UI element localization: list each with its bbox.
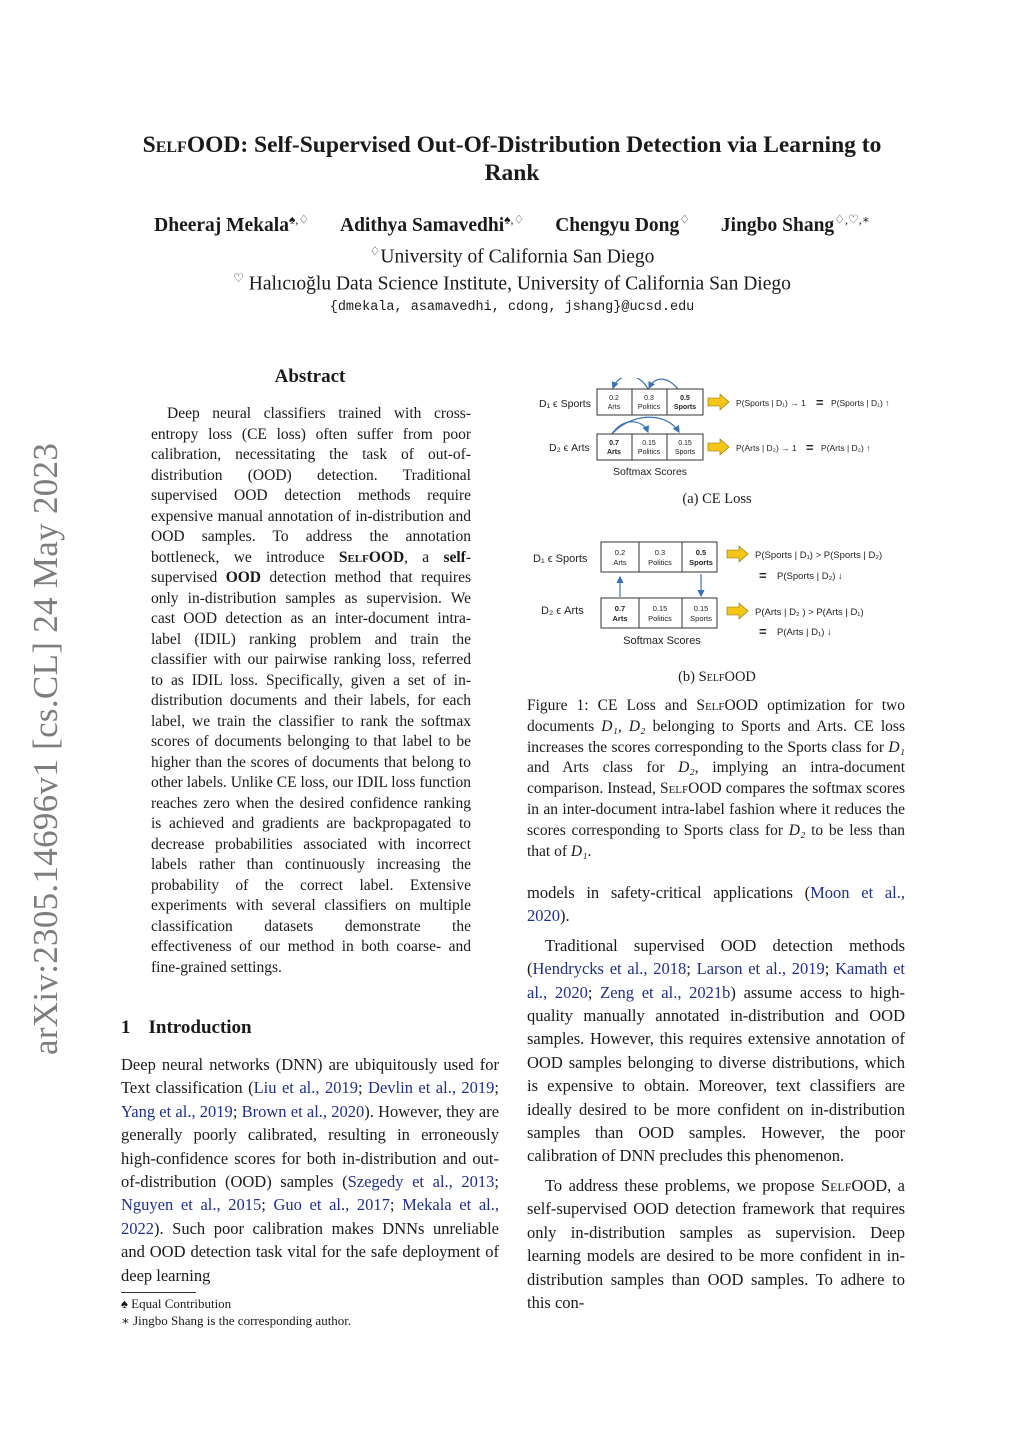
panel-b-row2-label: D₂ ϵ Arts xyxy=(541,605,584,617)
figure-1 xyxy=(527,378,907,698)
panel-b-row1-cell1-value: 0.2 xyxy=(614,548,626,557)
panel-a-row2-cell2-value: 0.15 xyxy=(642,440,656,447)
panel-a-softmax-label: Softmax Scores xyxy=(612,466,688,478)
panel-b-arrow-yellow-2 xyxy=(727,603,748,619)
citation-kamath-2020[interactable]: Kamath et al., 2020 xyxy=(527,959,906,1002)
panel-a-row1-cell2-label: Politics xyxy=(637,404,661,411)
panel-b-row2-cell3-label: Sports xyxy=(690,614,712,623)
title-line1: OOD: Self-Supervised Out-Of-Distribution Detection via Learning to xyxy=(186,132,882,158)
affiliation-hdsi: ♡ Halıcıoğlu Data Science Institute, University of California San Diego xyxy=(233,271,791,295)
citation-devlin-2019[interactable]: Devlin et al., 2019 xyxy=(368,1078,495,1098)
panel-a-row1-cell2-value: 0.3 xyxy=(644,395,654,402)
panel-a-eq1-right: P(Sports | D₁) ↑ xyxy=(831,398,890,408)
panel-b-eq1-bottom: P(Sports | D₂) ↓ xyxy=(777,571,843,582)
panel-b-row2-box xyxy=(601,598,717,628)
panel-a-eq2-equals: = xyxy=(806,440,814,455)
citation-zeng-2021b[interactable]: Zeng et al., 2021b xyxy=(600,982,731,1002)
panel-b-row1-cell3-label: Sports xyxy=(689,558,713,567)
footnote-equal-contribution: ♠ Equal Contribution xyxy=(121,1296,232,1311)
paragraph-continuation: models in safety-critical applications (Moon et al., 2020). xyxy=(527,883,905,926)
panel-a-arrow-row2-b xyxy=(612,417,679,434)
author-samavedhi: Adithya Samavedhi♠,♢ xyxy=(340,212,525,236)
panel-a-row1-cell3-value: 0.5 xyxy=(680,395,690,402)
figure-1-caption: Figure 1: CE Loss and SelfOOD optimization for two documents D₁, D₂ belonging to Sports and Arts. CE loss increases the scores corresponding to the Sports class for D₁ and Arts class for D₂, implying an intra-document comparison. Instead, SelfOOD compares the softmax scores in an inter-document intra-label fashion where it reduces the scores corresponding to Sports class for D₂ to be less than that of D₁. xyxy=(527,697,906,860)
section-heading-introduction: 1 Introduction xyxy=(121,1017,252,1038)
panel-b-arrow-yellow-1 xyxy=(727,546,748,562)
panel-b-eq2-bottom: P(Arts | D₁) ↓ xyxy=(777,627,832,638)
citation-guo-2017[interactable]: Guo et al., 2017 xyxy=(273,1195,390,1215)
paragraph-proposal: To address these problems, we propose SelfOOD, a self-supervised OOD detection framework that requires only in-distribution samples as supervision. Deep learning models are desired to be more confident in in-distribution samples than OOD samples. To adhere to this con- xyxy=(527,1175,906,1312)
abstract-body: Deep neural classifiers trained with cross-entropy loss (CE loss) often suffer from poor calibration, necessitating the task of out-of-distribution (OOD) detection. Traditional supervised OOD detection methods require expensive manual annotation of in-distribution and OOD samples. To address the annotation bottleneck, we introduce SelfOOD, a self-supervised OOD detection method that requires only in-distribution samples as supervision. We cast OOD detection as an inter-document intra-label (IDIL) ranking problem and train the classifier with our pairwise ranking loss, referred to as IDIL loss. Specifically, given a set of in-distribution documents and their labels, for each label, we train the classifier to rank the softmax scores of documents belonging to that label to be higher than the scores of documents that belong to other labels. Unlike CE loss, our IDIL loss function reaches zero when the desired confidence ranking is achieved and gradients are backpropagated to decrease probabilities associated with incorrect labels rather than continuously increasing the probability of the correct label. Extensive experiments with several classifiers on multiple classification datasets demonstrate the effectiveness of our method in both coarse- and fine-grained settings. xyxy=(151,405,472,976)
subcaption-b: (b) SelfOOD xyxy=(678,669,756,685)
citation-moon-2020[interactable]: Moon et al., 2020 xyxy=(527,883,905,926)
panel-b-eq1-equals: = xyxy=(759,568,767,583)
title-selfood-prefix: Self xyxy=(142,132,187,158)
panel-a-eq1-left: P(Sports | D₁) → 1 xyxy=(736,398,806,408)
author-mekala: Dheeraj Mekala♠,♢ xyxy=(154,212,310,236)
citation-brown-2020[interactable]: Brown et al., 2020 xyxy=(241,1101,365,1121)
panel-a-row1-box xyxy=(597,389,703,415)
panel-b-eq1-top: P(Sports | D₁) > P(Sports | D₂) xyxy=(755,550,883,561)
panel-a-row1-cell1-value: 0.2 xyxy=(609,395,619,402)
paper-title xyxy=(100,131,924,187)
introduction-body: Deep neural networks (DNN) are ubiquitously used for Text classification (Liu et al., 2019; Devlin et al., 2019; Yang et al., 2019; Brown et al., 2020). However, they are generally poorly calibrated, resulting in erroneously high-confidence scores for both in-distribution and out-of-distribution (OOD) samples (Szegedy et al., 2013; Nguyen et al., 2015; Guo et al., 2017; Mekala et al., 2022). Such poor calibration makes DNNs unreliable and OOD detection task vital for the safe deployment of deep learning xyxy=(121,1055,500,1285)
panel-b-row1-cell1-label: Arts xyxy=(613,558,627,567)
panel-a-arrow-yellow-1 xyxy=(708,394,729,410)
author-emails: {dmekala, asamavedhi, cdong, jshang}@ucsd.edu xyxy=(329,300,695,315)
citation-yang-2019[interactable]: Yang et al., 2019 xyxy=(121,1101,233,1121)
citation-mekala-2022[interactable]: Mekala et al., 2022 xyxy=(121,1195,499,1238)
paragraph-traditional-ood: Traditional supervised OOD detection methods (Hendrycks et al., 2018; Larson et al., 2019; Kamath et al., 2020; Zeng et al., 2021b) assume access to high-quality manually annotated in-distribution and OOD samples. However, this requires extensive annotation of OOD samples belonging to diverse distributions, which is expensive to obtain. Moreover, text classifiers are ideally desired to be more confident on in-distribution samples than OOD samples. However, the poor calibration of DNN precludes this phenomenon. xyxy=(527,935,906,1166)
panel-a-arrow-row2-a xyxy=(612,422,648,434)
panel-b-row2-cell1-value: 0.7 xyxy=(614,604,626,613)
panel-a-row1-cell3-label: Sports xyxy=(673,404,697,411)
panel-a-row2-cell3-label: Sports xyxy=(674,449,696,456)
abstract-heading: Abstract xyxy=(274,366,346,387)
title-line2: Rank xyxy=(484,160,540,186)
panel-b-row2-cell1-label: Arts xyxy=(612,614,628,623)
citation-szegedy-2013[interactable]: Szegedy et al., 2013 xyxy=(347,1172,495,1192)
citation-liu-2019[interactable]: Liu et al., 2019 xyxy=(253,1078,358,1098)
panel-a-eq2-right: P(Arts | D₂) ↑ xyxy=(821,443,871,453)
panel-a-arrow-row1-b xyxy=(649,379,678,389)
panel-a-row1-cell1-label: Arts xyxy=(607,404,621,411)
right-column-body xyxy=(527,881,905,1320)
panel-b-selfood xyxy=(533,542,882,647)
panel-a-row2-label: D₂ ϵ Arts xyxy=(549,442,590,454)
panel-b-row2-cell2-label: Politics xyxy=(648,614,672,623)
arxiv-stamp: arXiv:2305.14696v1 [cs.CL] 24 May 2023 xyxy=(26,442,65,1055)
panel-b-row1-cell2-value: 0.3 xyxy=(654,548,666,557)
panel-b-row1-cell3-value: 0.5 xyxy=(695,548,707,557)
panel-a-arrow-row1-a xyxy=(613,378,648,389)
author-list xyxy=(100,212,924,237)
panel-b-row2-cell2-value: 0.15 xyxy=(652,604,668,613)
panel-a-row1-label: D₁ ϵ Sports xyxy=(539,398,591,410)
author-dong: Chengyu Dong♢ xyxy=(555,212,691,236)
panel-a-row2-cell2-label: Politics xyxy=(637,449,661,456)
panel-a-arrow-yellow-2 xyxy=(708,439,729,455)
panel-b-eq2-top: P(Arts | D₂ ) > P(Arts | D₁) xyxy=(755,607,864,618)
panel-b-row1-box xyxy=(601,542,717,572)
affiliation-ucsd: ♢University of California San Diego xyxy=(369,244,655,268)
citation-larson-2019[interactable]: Larson et al., 2019 xyxy=(696,959,825,979)
panel-a-row2-cell1-value: 0.7 xyxy=(609,440,619,447)
panel-b-eq2-equals: = xyxy=(759,624,767,639)
panel-b-row1-label: D₁ ϵ Sports xyxy=(533,553,588,565)
panel-a-row2-cell3-value: 0.15 xyxy=(678,440,692,447)
author-shang: Jingbo Shang♢,♡,∗ xyxy=(720,212,870,236)
footnote-corresponding-author: ∗ Jingbo Shang is the corresponding author. xyxy=(121,1313,352,1328)
panel-a-row2-cell1-label: Arts xyxy=(606,449,622,456)
footnote-rule xyxy=(121,1292,196,1293)
panel-a-ce-loss xyxy=(539,378,889,478)
panel-a-eq1-equals: = xyxy=(816,395,824,410)
citation-hendrycks-2018[interactable]: Hendrycks et al., 2018 xyxy=(532,959,687,979)
panel-b-softmax-label: Softmax Scores xyxy=(623,635,701,647)
subcaption-a: (a) CE Loss xyxy=(682,491,752,507)
panel-a-row2-box xyxy=(597,434,703,460)
panel-b-row1-cell2-label: Politics xyxy=(648,558,672,567)
panel-b-row2-cell3-value: 0.15 xyxy=(693,604,709,613)
citation-nguyen-2015[interactable]: Nguyen et al., 2015 xyxy=(121,1195,262,1215)
panel-a-eq2-left: P(Arts | D₂) → 1 xyxy=(736,443,797,453)
